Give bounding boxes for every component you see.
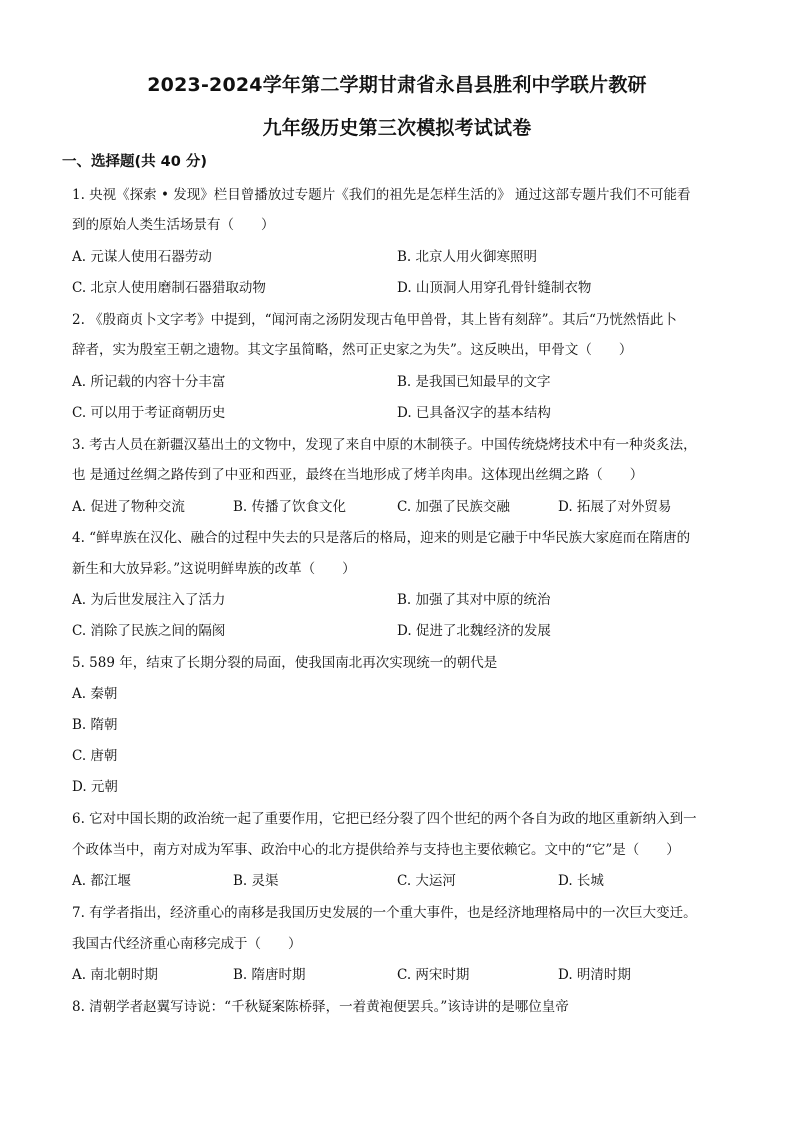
question-1-option-d[interactable]: D. 山顶洞人用穿孔骨针缝制衣物	[397, 280, 592, 296]
question-4-line-2: 新生和大放异彩。”这说明鲜卑族的改革（ ）	[72, 561, 356, 577]
question-4-option-a[interactable]: A. 为后世发展注入了活力	[72, 592, 226, 608]
section-heading: 一、选择题(共 40 分)	[62, 154, 208, 170]
question-3-line-2: 也 是通过丝绸之路传到了中亚和西亚，最终在当地形成了烤羊肉串。这体现出丝绸之路（ ）	[72, 467, 644, 483]
question-2-option-a[interactable]: A. 所记载的内容十分丰富	[72, 374, 226, 390]
question-6-option-d[interactable]: D. 长城	[558, 873, 604, 889]
question-6-option-a[interactable]: A. 都江堰	[72, 873, 131, 889]
question-7-line-1: 7. 有学者指出，经济重心的南移是我国历史发展的一个重大事件，也是经济地理格局中的一次巨大变迁。	[72, 905, 697, 921]
question-5-option-d[interactable]: D. 元朝	[72, 779, 118, 795]
question-7-option-c[interactable]: C. 两宋时期	[397, 967, 470, 983]
question-3-option-b[interactable]: B. 传播了饮食文化	[233, 499, 347, 515]
question-3-option-c[interactable]: C. 加强了民族交融	[397, 499, 510, 515]
question-4-option-b[interactable]: B. 加强了其对中原的统治	[397, 592, 551, 608]
question-1-line-2: 到的原始人类生活场景有（ ）	[72, 217, 275, 233]
question-6-line-2: 个政体当中，南方对成为军事、政治中心的北方提供给养与支持也主要依赖它。文中的“它”是（ ）	[72, 842, 680, 858]
question-5-line-1: 5. 589 年，结束了长期分裂的局面，使我国南北再次实现统一的朝代是	[72, 655, 498, 671]
question-1-option-b[interactable]: B. 北京人用火御寒照明	[397, 249, 538, 265]
question-4-option-d[interactable]: D. 促进了北魏经济的发展	[397, 623, 551, 639]
question-6-line-1: 6. 它对中国长期的政治统一起了重要作用，它把已经分裂了四个世纪的两个各自为政的地区重新纳入到一	[72, 811, 697, 827]
question-2-line-2: 辞者，实为殷室王朝之遗物。其文字虽简略，然可正史家之为失”。这反映出，甲骨文（ ）	[72, 342, 633, 358]
question-4-line-1: 4. “鲜卑族在汉化、融合的过程中失去的只是落后的格局，迎来的则是它融于中华民族大家庭而在隋唐的	[72, 530, 691, 546]
question-1-option-c[interactable]: C. 北京人使用磨制石器猎取动物	[72, 280, 266, 296]
question-7-line-2: 我国古代经济重心南移完成于（ ）	[72, 936, 302, 952]
question-7-option-a[interactable]: A. 南北朝时期	[72, 967, 158, 983]
question-1-line-1: 1. 央视《探索 • 发现》栏目曾播放过专题片《我们的祖先是怎样生活的》 通过这部专题片我们不可能看	[72, 187, 691, 203]
question-2-option-d[interactable]: D. 已具备汉字的基本结构	[397, 405, 551, 421]
question-7-option-b[interactable]: B. 隋唐时期	[233, 967, 306, 983]
question-6-option-c[interactable]: C. 大运河	[397, 873, 456, 889]
question-3-line-1: 3. 考古人员在新疆汉墓出土的文物中，发现了来自中原的木制筷子。中国传统烧烤技术中有一种炎炙法，	[72, 437, 697, 453]
question-4-option-c[interactable]: C. 消除了民族之间的隔阂	[72, 623, 226, 639]
question-7-option-d[interactable]: D. 明清时期	[558, 967, 631, 983]
question-5-option-a[interactable]: A. 秦朝	[72, 686, 118, 702]
exam-title-line1: 2023-2024学年第二学期甘肃省永昌县胜利中学联片教研	[147, 74, 647, 96]
question-3-option-a[interactable]: A. 促进了物种交流	[72, 499, 185, 515]
question-2-option-b[interactable]: B. 是我国已知最早的文字	[397, 374, 551, 390]
question-8-line-1: 8. 清朝学者赵翼写诗说：“千秋疑案陈桥驿，一着黄袍便罢兵。”该诗讲的是哪位皇帝	[72, 999, 569, 1015]
question-5-option-b[interactable]: B. 隋朝	[72, 717, 118, 733]
question-2-line-1: 2. 《殷商贞卜文字考》中提到，“闻河南之汤阴发现古龟甲兽骨，其上皆有刻辞”。其后“乃恍然悟此卜	[72, 312, 677, 328]
question-3-option-d[interactable]: D. 拓展了对外贸易	[558, 499, 672, 515]
question-6-option-b[interactable]: B. 灵渠	[233, 873, 279, 889]
question-2-option-c[interactable]: C. 可以用于考证商朝历史	[72, 405, 226, 421]
question-1-option-a[interactable]: A. 元谋人使用石器劳动	[72, 249, 212, 265]
question-5-option-c[interactable]: C. 唐朝	[72, 748, 118, 764]
exam-title-line2: 九年级历史第三次模拟考试试卷	[262, 117, 532, 139]
